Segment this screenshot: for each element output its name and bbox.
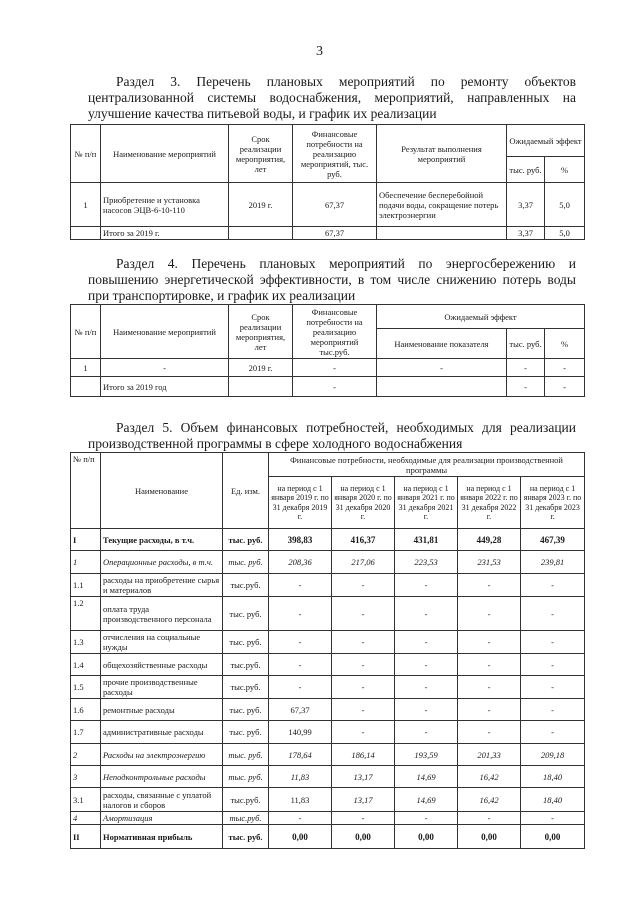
cell: - — [332, 597, 395, 631]
cell — [377, 377, 507, 397]
table-header: Ожидаемый эффект — [507, 125, 585, 157]
table-header: Наименование показателя — [377, 329, 507, 359]
cell: - — [332, 631, 395, 654]
cell: 431,81 — [395, 529, 458, 551]
cell: 4 — [71, 812, 101, 825]
cell: 449,28 — [458, 529, 521, 551]
period-header: на период с 1 января 2020 г. по 31 декабря 2020 г. — [332, 477, 395, 529]
cell: 223,53 — [395, 551, 458, 574]
section-4-heading: Раздел 4. Перечень плановых мероприятий по энергосбережению и повышению энергетической эффективности, в том числе снижению потерь воды при транспортировке, и график их реализации — [88, 256, 576, 303]
cell: - — [395, 676, 458, 699]
table-header: № п/п — [71, 305, 101, 359]
table-row — [71, 766, 585, 788]
cell: 208,36 — [269, 551, 332, 574]
cell: 398,83 — [269, 529, 332, 551]
table-header: Наименование мероприятий — [101, 125, 229, 183]
cell: прочие производственные расходы — [101, 676, 223, 699]
cell: тыс.руб. — [223, 812, 269, 825]
table-header: Результат выполнения мероприятий — [377, 125, 507, 183]
page-number: 3 — [316, 44, 323, 59]
cell: - — [458, 812, 521, 825]
cell: 178,64 — [269, 744, 332, 766]
section-3-table — [70, 124, 585, 240]
cell: - — [458, 597, 521, 631]
cell: Приобретение и установка насосов ЭЦВ-6-10-110 — [101, 183, 229, 227]
cell: - — [332, 676, 395, 699]
cell: оплата труда производственного персонала — [101, 597, 223, 631]
table-header: Наименование — [101, 453, 223, 529]
cell: - — [521, 631, 585, 654]
cell: - — [377, 359, 507, 377]
cell: административные расходы — [101, 721, 223, 744]
cell: 1 — [71, 183, 101, 227]
cell: 14,69 — [395, 788, 458, 812]
period-header: на период с 1 января 2022 г. по 31 декабря 2022 г. — [458, 477, 521, 529]
cell: тыс. руб. — [223, 766, 269, 788]
cell: 217,06 — [332, 551, 395, 574]
cell: тыс.руб. — [223, 654, 269, 676]
table-header: № п/п — [71, 453, 101, 529]
cell: 67,37 — [293, 227, 377, 240]
cell: ремонтные расходы — [101, 699, 223, 721]
cell: 1.2 — [71, 597, 101, 631]
table-row — [71, 551, 585, 574]
cell: Итого за 2019 год — [101, 377, 229, 397]
cell: - — [521, 574, 585, 597]
cell: 1.5 — [71, 676, 101, 699]
cell: Операционные расходы, в т.ч. — [101, 551, 223, 574]
cell: 0,00 — [269, 825, 332, 849]
cell: 1.6 — [71, 699, 101, 721]
cell: Итого за 2019 г. — [101, 227, 229, 240]
cell: 3,37 — [507, 183, 545, 227]
cell: 16,42 — [458, 766, 521, 788]
cell: 1.3 — [71, 631, 101, 654]
cell: 0,00 — [395, 825, 458, 849]
cell: - — [269, 574, 332, 597]
cell: расходы, связанные с уплатой налогов и сборов — [101, 788, 223, 812]
cell: - — [395, 654, 458, 676]
table-header: Ожидаемый эффект — [377, 305, 585, 329]
cell: 239,81 — [521, 551, 585, 574]
table-row — [71, 359, 585, 377]
cell: 231,53 — [458, 551, 521, 574]
cell: - — [521, 721, 585, 744]
table-header: тыс. руб. — [507, 329, 545, 359]
cell: - — [395, 574, 458, 597]
cell: Нормативная прибыль — [101, 825, 223, 849]
cell: расходы на приобретение сырья и материалов — [101, 574, 223, 597]
cell: 2019 г. — [229, 183, 293, 227]
cell: тыс.руб. — [223, 788, 269, 812]
table-header: Финансовые потребности, необходимые для реализации производственной программы — [269, 453, 585, 477]
cell: Неподконтрольные расходы — [101, 766, 223, 788]
table-row — [71, 529, 585, 551]
cell: I — [71, 529, 101, 551]
table-row — [71, 721, 585, 744]
cell: - — [521, 676, 585, 699]
table-row — [71, 744, 585, 766]
cell: 1.7 — [71, 721, 101, 744]
table-row — [71, 812, 585, 825]
table-header: Финансовые потребности на реализацию мероприятий, тыс. руб. — [293, 125, 377, 183]
cell: - — [521, 699, 585, 721]
cell: 67,37 — [269, 699, 332, 721]
cell: тыс.руб. — [223, 574, 269, 597]
cell: - — [293, 359, 377, 377]
cell: Текущие расходы, в т.ч. — [101, 529, 223, 551]
cell: 18,40 — [521, 766, 585, 788]
cell: 0,00 — [521, 825, 585, 849]
cell: 3,37 — [507, 227, 545, 240]
cell: 18,40 — [521, 788, 585, 812]
section-4-table — [70, 304, 585, 397]
cell: 13,17 — [332, 788, 395, 812]
table-header: Финансовые потребности на реализацию мероприятий тыс.руб. — [293, 305, 377, 359]
cell — [229, 227, 293, 240]
cell: тыс. руб. — [223, 551, 269, 574]
cell: Расходы на электроэнергию — [101, 744, 223, 766]
period-header: на период с 1 января 2021 г. по 31 декабря 2021 г. — [395, 477, 458, 529]
cell: Амортизация — [101, 812, 223, 825]
cell: 16,42 — [458, 788, 521, 812]
table-header: Срок реализации мероприятия, лет — [229, 305, 293, 359]
cell: 3.1 — [71, 788, 101, 812]
cell: - — [332, 812, 395, 825]
cell: - — [458, 699, 521, 721]
cell: 201,33 — [458, 744, 521, 766]
section-3-heading: Раздел 3. Перечень плановых мероприятий по ремонту объектов централизованной системы водоснабжения, мероприятий, направленных на улучшение качества питьевой воды, и график их реализации — [88, 74, 576, 121]
table-row — [71, 574, 585, 597]
cell: 1.1 — [71, 574, 101, 597]
section-5-heading: Раздел 5. Объем финансовых потребностей, необходимых для реализации производственной программы в сфере холодного водоснабжения — [88, 420, 576, 451]
cell: - — [269, 597, 332, 631]
cell: тыс. руб. — [223, 699, 269, 721]
table-header: Срок реализации мероприятия, лет — [229, 125, 293, 183]
cell: 1 — [71, 359, 101, 377]
table-row — [71, 597, 585, 631]
cell: - — [521, 812, 585, 825]
table-header: Ед. изм. — [223, 453, 269, 529]
cell: 186,14 — [332, 744, 395, 766]
cell — [71, 377, 101, 397]
cell: тыс. руб. — [223, 631, 269, 654]
cell: - — [458, 721, 521, 744]
cell: 140,99 — [269, 721, 332, 744]
cell: - — [332, 574, 395, 597]
cell: 1 — [71, 551, 101, 574]
cell: 209,18 — [521, 744, 585, 766]
table-row — [71, 699, 585, 721]
cell: - — [269, 812, 332, 825]
period-header: на период с 1 января 2023 г. по 31 декабря 2023 г. — [521, 477, 585, 529]
cell: - — [458, 654, 521, 676]
cell: 2 — [71, 744, 101, 766]
table-header: % — [545, 157, 585, 183]
cell: II — [71, 825, 101, 849]
cell: - — [458, 676, 521, 699]
cell: - — [507, 377, 545, 397]
cell: - — [269, 631, 332, 654]
cell: 0,00 — [458, 825, 521, 849]
cell: 14,69 — [395, 766, 458, 788]
cell: 11,83 — [269, 766, 332, 788]
cell: тыс. руб. — [223, 529, 269, 551]
cell: - — [521, 654, 585, 676]
cell: - — [293, 377, 377, 397]
cell: - — [507, 359, 545, 377]
cell: - — [395, 721, 458, 744]
cell: 11,83 — [269, 788, 332, 812]
cell: - — [545, 377, 585, 397]
cell: Обеспечение бесперебойной подачи воды, сокращение потерь электроэнергии — [377, 183, 507, 227]
table-header: № п/п — [71, 125, 101, 183]
table-row — [71, 183, 585, 227]
table-row — [71, 676, 585, 699]
table-row — [71, 654, 585, 676]
cell: тыс.руб. — [223, 676, 269, 699]
table-row — [71, 377, 585, 397]
table-row — [71, 788, 585, 812]
cell: - — [101, 359, 229, 377]
table-row — [71, 631, 585, 654]
table-header: % — [545, 329, 585, 359]
cell: 13,17 — [332, 766, 395, 788]
cell: 5,0 — [545, 183, 585, 227]
cell: тыс. руб. — [223, 825, 269, 849]
table-row — [71, 825, 585, 849]
cell: - — [269, 676, 332, 699]
cell — [377, 227, 507, 240]
cell: 67,37 — [293, 183, 377, 227]
cell: общехозяйственные расходы — [101, 654, 223, 676]
cell: 416,37 — [332, 529, 395, 551]
cell: - — [458, 574, 521, 597]
cell: - — [545, 359, 585, 377]
cell: - — [332, 699, 395, 721]
cell: - — [395, 812, 458, 825]
cell: 2019 г. — [229, 359, 293, 377]
cell: - — [521, 597, 585, 631]
cell: тыс. руб. — [223, 597, 269, 631]
cell: 3 — [71, 766, 101, 788]
cell: - — [395, 699, 458, 721]
cell: - — [332, 721, 395, 744]
period-header: на период с 1 января 2019 г. по 31 декабря 2019 г. — [269, 477, 332, 529]
section-5-table — [70, 452, 585, 849]
cell: - — [332, 654, 395, 676]
cell: отчисления на социальные нужды — [101, 631, 223, 654]
cell: 5,0 — [545, 227, 585, 240]
cell — [229, 377, 293, 397]
table-header: тыс. руб. — [507, 157, 545, 183]
cell: 0,00 — [332, 825, 395, 849]
cell: тыс. руб. — [223, 744, 269, 766]
cell: тыс. руб. — [223, 721, 269, 744]
cell: - — [395, 631, 458, 654]
cell — [71, 227, 101, 240]
cell: - — [269, 654, 332, 676]
cell: - — [395, 597, 458, 631]
table-header: Наименование мероприятий — [101, 305, 229, 359]
cell: - — [458, 631, 521, 654]
table-row — [71, 227, 585, 240]
cell: 467,39 — [521, 529, 585, 551]
cell: 193,59 — [395, 744, 458, 766]
cell: 1.4 — [71, 654, 101, 676]
